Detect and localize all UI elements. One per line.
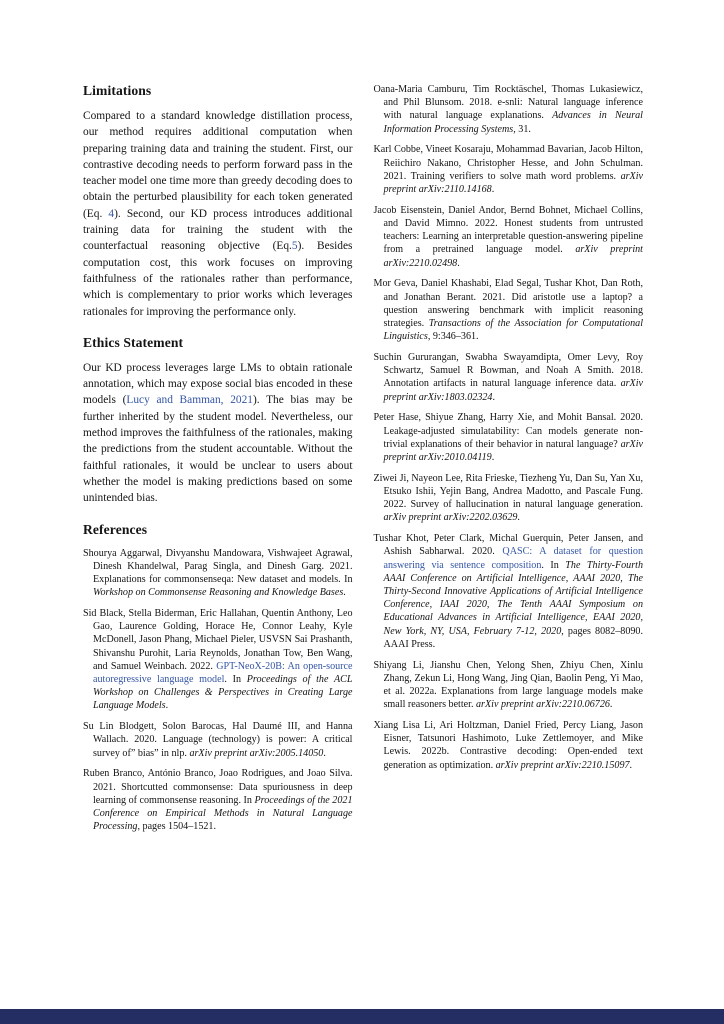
venue-italic-text: arXiv preprint arXiv:2010.04119 — [383, 438, 643, 463]
right-column — [374, 83, 644, 841]
text-run: Ruben Branco, António Branco, Joao Rodrigues, and Joao Silva. 2021. Shortcutted commonsense: Data spuriousness in deep learning of commonsense reasoning. In — [83, 768, 353, 806]
text-run: , pages 8082–8090. AAAI Press. — [383, 625, 643, 650]
text-run: ). Second, our KD process introduces additional training data for training the student with the counterfactual reasoning objective (Eq. — [83, 207, 353, 253]
text-run: Peter Hase, Shiyue Zhang, Harry Xie, and Mohit Bansal. 2020. Leakage-adjusted simulatability: Can models generate non-trivial explanations of their behavior in natural language? — [373, 412, 643, 450]
venue-italic-text: arXiv preprint arXiv:2005.14050 — [189, 747, 324, 759]
section-heading-ethics: Ethics Statement — [83, 334, 184, 350]
footer-bar — [0, 1009, 724, 1024]
reference-entry — [83, 607, 353, 713]
text-run: . In — [224, 674, 247, 685]
text-run: . — [343, 587, 346, 599]
venue-italic-text: Proceedings of the 2021 Conference on Empirical Methods in Natural Language Processing — [93, 794, 353, 833]
reference-entry — [374, 351, 644, 404]
reference-entry — [374, 472, 644, 525]
text-run: , 9:346–361. — [427, 331, 479, 343]
venue-italic-text: arXiv preprint arXiv:1803.02324 — [383, 378, 643, 403]
text-run: Ziwei Ji, Nayeon Lee, Rita Frieske, Tiezheng Yu, Dan Su, Yan Xu, Etsuko Ishii, Yejin Bang, Andrea Madotto, and Pascale Fung. 2022. Survey of hallucination in natural language generation. — [373, 472, 643, 511]
venue-italic-text: arXiv preprint arXiv:2210.15097 — [495, 759, 630, 771]
text-run: Shiyang Li, Jianshu Chen, Yelong Shen, Zhiyu Chen, Xinlu Zhang, Zekun Li, Hong Wang, Jing Qian, Baolin Peng, Yi Mao, et al. 2022a. Explanations from large language models make small reasoners better. — [373, 659, 643, 711]
venue-italic-text: The Thirty-Fourth AAAI Conference on Artificial Intelligence, AAAI 2020, The Thirty-Second Innovative Applications of Artificial Intelligence Conference, IAAI 2020, The Tenth AAAI Symposium on Educational Advances in Artificial Intelligence, EAAI 2020, New York, NY, USA, February 7-12, 2020 — [383, 559, 643, 637]
venue-italic-text: arXiv preprint arXiv:2210.06726 — [476, 699, 610, 711]
reference-entry — [374, 659, 644, 712]
reference-entry — [83, 547, 353, 600]
venue-italic-text: Transactions of the Association for Computational Linguistics — [383, 318, 643, 343]
paper-page — [83, 83, 643, 841]
reference-entry — [374, 143, 644, 196]
text-run: , pages 1504–1521. — [137, 821, 216, 833]
text-run: Karl Cobbe, Vineet Kosaraju, Mohammad Bavarian, Jacob Hilton, Reiichiro Nakano, Christopher Hesse, and John Schulman. 2021. Training verifiers to solve math word problems. — [373, 144, 643, 182]
text-run: ). Besides computation cost, this work focuses on improving faithfulness of the rationales rather than performance, which is complementary to prior works which leverages rationales for improving the performance only. — [83, 240, 353, 318]
text-run: Jacob Eisenstein, Daniel Andor, Bernd Bohnet, Michael Collins, and David Mimno. 2022. Honest students from untrusted teachers: Learning an interpretable question-answering pipeline from a pretrained language model. — [373, 204, 643, 256]
reference-entry — [374, 411, 644, 464]
text-run: Shourya Aggarwal, Divyanshu Mandowara, Vishwajeet Agrawal, Dinesh Khandelwal, Parag Singla, and Dinesh Garg. 2021. Explanations for commonsenseqa: New dataset and models. In — [83, 547, 353, 585]
left-column — [83, 83, 353, 841]
text-run: Tushar Khot, Peter Clark, Michal Guerquin, Peter Jansen, and Ashish Sabharwal. 2020. — [373, 533, 643, 558]
references-list-left — [83, 547, 353, 834]
text-run: . In — [541, 559, 566, 571]
references-list-right — [374, 83, 644, 772]
text-run: Compared to a standard knowledge distillation process, our method requires additional computation when preparing training data and training the student. First, our contrastive decoding needs to perform forward pass in the teacher model one time more than greedy decoding does to obtain the perturbed plausibility for each token generated (Eq. — [83, 110, 353, 220]
text-run: Xiang Lisa Li, Ari Holtzman, Daniel Fried, Percy Liang, Jason Eisner, Tatsunori Hashimoto, Luke Zettlemoyer, and Mike Lewis. 2022b. Contrastive decoding: Open-ended text generation as optimization. — [373, 719, 643, 771]
section-heading-references: References — [83, 521, 148, 537]
reference-entry — [83, 767, 353, 833]
ethics-paragraph — [83, 360, 353, 507]
citation-link[interactable]: 4 — [108, 207, 115, 220]
venue-italic-text: arXiv preprint arXiv:2110.14168 — [383, 170, 643, 196]
section-heading-limitations: Limitations — [83, 83, 152, 98]
reference-entry — [83, 720, 353, 760]
text-run: Our KD process leverages large LMs to obtain rationale annotation, which may expose social bias encoded in these models ( — [83, 361, 353, 407]
limitations-paragraph — [83, 108, 353, 320]
reference-entry — [374, 719, 644, 772]
text-run: . — [323, 747, 326, 759]
citation-link[interactable]: QASC: A dataset for question answering via sentence composition — [383, 546, 644, 571]
reference-entry — [374, 204, 644, 270]
venue-italic-text: Advances in Neural Information Processing Systems — [383, 110, 643, 135]
venue-italic-text: Proceedings of the ACL Workshop on Challenges & Perspectives in Creating Large Language Models — [93, 674, 353, 712]
text-run: . — [517, 512, 520, 524]
text-run: ). The bias may be further inherited by the student model. Nevertheless, our method improves the faithfulness of the rationales, making the predictions from the student accountable. Without the faithful rationales, it would be unclear to users about whether the model is making predictions based on some unintended bias. — [83, 394, 353, 505]
text-run: . — [492, 391, 495, 403]
text-run: Suchin Gururangan, Swabha Swayamdipta, Omer Levy, Roy Schwartz, Samuel R Bowman, and Noah A Smith. 2018. Annotation artifacts in natural language inference data. — [373, 351, 643, 390]
text-run: Su Lin Blodgett, Solon Barocas, Hal Daumé III, and Hanna Wallach. 2020. Language (technology) is power: A critical survey of” bias” in nlp. — [83, 721, 353, 759]
venue-italic-text: arXiv preprint arXiv:2210.02498 — [383, 244, 643, 269]
text-run: . — [165, 700, 169, 712]
reference-entry — [374, 83, 644, 136]
venue-italic-text: Workshop on Commonsense Reasoning and Knowledge Bases — [93, 587, 344, 599]
venue-italic-text: arXiv preprint arXiv:2202.03629 — [383, 512, 518, 524]
text-run: . — [491, 184, 495, 196]
text-run: . — [609, 699, 613, 711]
text-run: Oana-Maria Camburu, Tim Rocktäschel, Thomas Lukasiewicz, and Phil Blunsom. 2018. e-snli: Natural language inference with natural language explanations. — [373, 84, 643, 122]
text-run: Sid Black, Stella Biderman, Eric Hallahan, Quentin Anthony, Leo Gao, Laurence Golding, Horace He, Connor Leahy, Kyle McDonell, Jason Phang, Michael Pieler, USVSN Sai Prashanth, Shivanshu Purohit, Laria Reynolds, Jonathan Tow, Ben Wang, and Samuel Weinbach. 2022. — [83, 607, 353, 672]
reference-entry — [374, 532, 644, 651]
citation-link[interactable]: Lucy and Bamman, 2021 — [126, 394, 253, 407]
text-run: Mor Geva, Daniel Khashabi, Elad Segal, Tushar Khot, Dan Roth, and Jonathan Berant. 2021. Did aristotle use a laptop? a question answering benchmark with implicit reasoning strategies. — [373, 278, 643, 329]
text-run: , 31. — [513, 123, 531, 135]
citation-link[interactable]: 5 — [291, 240, 298, 253]
reference-entry — [374, 277, 644, 343]
text-run: . — [491, 451, 495, 463]
text-run: . — [629, 759, 633, 771]
citation-link[interactable]: GPT-NeoX-20B: An open-source autoregressive language model — [93, 660, 353, 685]
text-run: . — [457, 257, 460, 269]
